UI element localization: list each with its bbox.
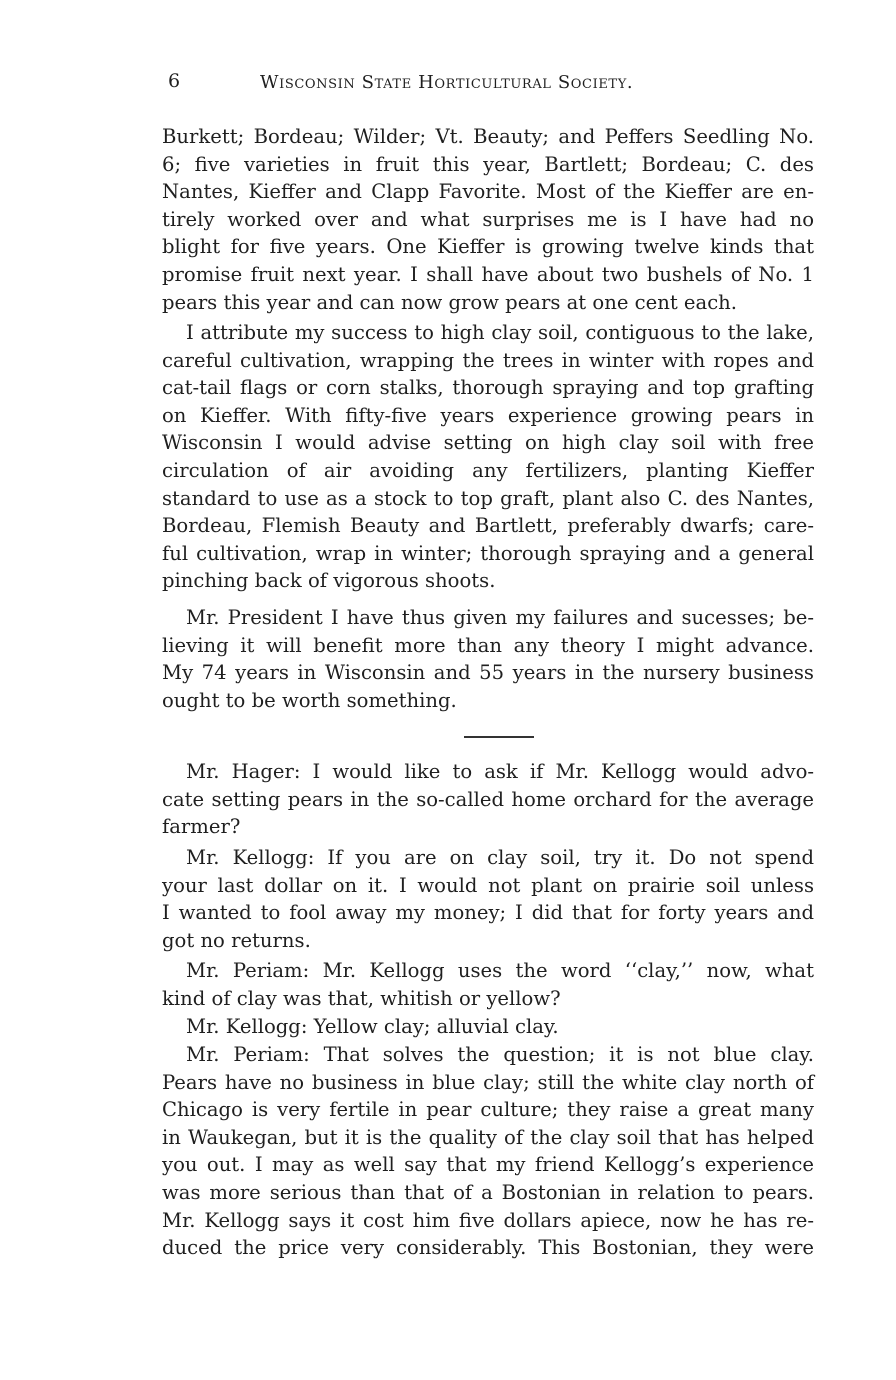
- text-line: was more serious than that of a Bostonian in relation to pears.: [162, 1180, 814, 1204]
- text-line: kind of clay was that, whitish or yellow?: [162, 986, 561, 1010]
- paragraph-kellogg-2: [162, 1013, 814, 1041]
- text-line: duced the price very considerably. This Bostonian, they were: [162, 1236, 814, 1260]
- paragraph-hager: [162, 758, 814, 841]
- text-line: ought to be worth something.: [162, 688, 457, 712]
- text-line: Mr. President I have thus given my failures and sucesses; be-: [186, 606, 814, 629]
- text-line: Bordeau, Flemish Beauty and Bartlett, preferably dwarfs; care-: [162, 514, 814, 538]
- paragraph-conclusion: [162, 604, 814, 714]
- text-line: you out. I may as well say that my friend Kellogg’s experience: [162, 1153, 814, 1177]
- running-header: [168, 70, 728, 100]
- text-line: Mr. Periam: That solves the question; it is not blue clay.: [186, 1043, 814, 1066]
- text-line: My 74 years in Wisconsin and 55 years in the nursery business: [162, 661, 814, 685]
- text-line: 6; five varieties in fruit this year, Bartlett; Bordeau; C. des: [162, 152, 814, 176]
- text-line: standard to use as a stock to top graft, plant also C. des Nantes,: [162, 486, 814, 510]
- paragraph-periam-1: [162, 957, 814, 1012]
- text-line: tirely worked over and what surprises me is I have had no: [162, 207, 814, 231]
- text-line: I attribute my success to high clay soil, contiguous to the lake,: [186, 321, 814, 344]
- text-line: pears this year and can now grow pears at one cent each.: [162, 290, 738, 314]
- text-line: cate setting pears in the so-called home orchard for the average: [162, 787, 814, 811]
- text-line: cat-tail flags or corn stalks, thorough spraying and top grafting: [162, 376, 814, 400]
- text-line: farmer?: [162, 815, 241, 839]
- text-line: promise fruit next year. I shall have about two bushels of No. 1: [162, 262, 814, 286]
- paragraph-periam-2: [162, 1041, 814, 1262]
- text-line: Mr. Hager: I would like to ask if Mr. Kellogg would advo-: [186, 760, 814, 783]
- text-line: Chicago is very fertile in pear culture; they raise a great many: [162, 1098, 814, 1122]
- section-divider: [464, 736, 534, 738]
- text-line: Pears have no business in blue clay; still the white clay north of: [162, 1070, 814, 1094]
- paragraph-kellogg-1: [162, 844, 814, 954]
- text-line: in Waukegan, but it is the quality of the clay soil that has helped: [162, 1125, 814, 1149]
- text-line: Wisconsin I would advise setting on high clay soil with free: [162, 431, 814, 455]
- text-line: careful cultivation, wrapping the trees in winter with ropes and: [162, 348, 814, 372]
- text-line: Mr. Kellogg: Yellow clay; alluvial clay.: [186, 1015, 559, 1038]
- text-line: your last dollar on it. I would not plant on prairie soil unless: [162, 873, 814, 897]
- text-line: Mr. Kellogg: If you are on clay soil, try it. Do not spend: [186, 846, 814, 869]
- text-line: I wanted to fool away my money; I did that for forty years and: [162, 901, 814, 925]
- text-line: circulation of air avoiding any fertilizers, planting Kieffer: [162, 458, 814, 482]
- text-line: got no returns.: [162, 928, 311, 952]
- text-line: Nantes, Kieffer and Clapp Favorite. Most of the Kieffer are en-: [162, 180, 814, 204]
- text-line: Mr. Periam: Mr. Kellogg uses the word ‘‘clay,’’ now, what: [186, 959, 814, 982]
- text-line: Mr. Kellogg says it cost him five dollars apiece, now he has re-: [162, 1208, 814, 1232]
- text-line: ful cultivation, wrap in winter; thorough spraying and a general: [162, 541, 814, 565]
- text-line: on Kieffer. With fifty-five years experience growing pears in: [162, 403, 814, 427]
- running-title: Wisconsin State Horticultural Society.: [260, 72, 634, 93]
- text-line: lieving it will benefit more than any theory I might advance.: [162, 633, 814, 657]
- page-number: 6: [168, 70, 181, 92]
- paragraph-success: [162, 319, 814, 595]
- text-line: blight for five years. One Kieffer is growing twelve kinds that: [162, 235, 814, 259]
- paragraph-continuation: [162, 123, 814, 316]
- text-line: pinching back of vigorous shoots.: [162, 569, 496, 593]
- text-line: Burkett; Bordeau; Wilder; Vt. Beauty; and Peffers Seedling No.: [162, 125, 814, 148]
